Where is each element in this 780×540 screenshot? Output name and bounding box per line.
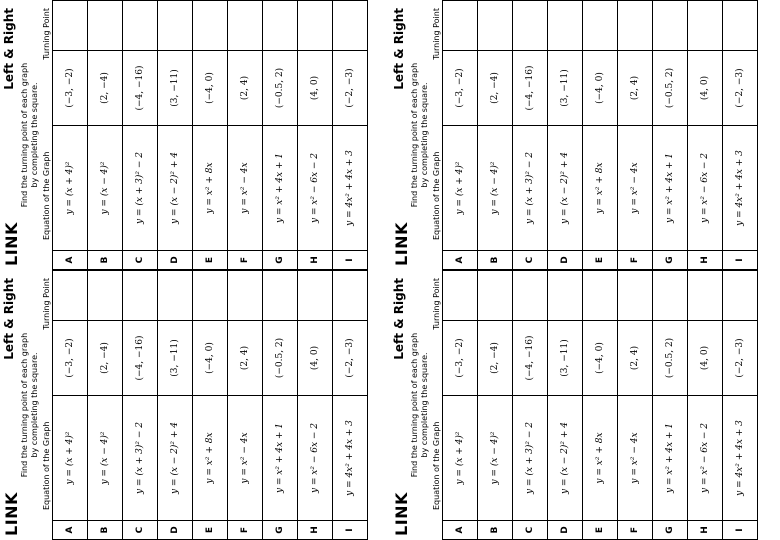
worksheet-card	[0, 270, 390, 540]
link-table	[52, 0, 368, 270]
worksheet-card	[390, 270, 780, 540]
row-turning-point: (−4, −16)	[123, 321, 158, 396]
row-equation: y = (x + 4)²	[443, 126, 478, 251]
table-row	[583, 271, 618, 540]
row-letter: B	[478, 521, 513, 540]
row-turning-point: (3, −11)	[158, 321, 193, 396]
row-letter: I	[333, 251, 368, 270]
row-letter: C	[513, 521, 548, 540]
worksheet-card	[390, 0, 780, 270]
row-turning-point: (2, −4)	[88, 51, 123, 126]
row-equation: y = x² + 8x	[583, 126, 618, 251]
row-turning-point: (−0.5, 2)	[653, 321, 688, 396]
answer-cell[interactable]	[53, 1, 88, 51]
row-letter: G	[653, 521, 688, 540]
link-table	[442, 270, 758, 540]
row-equation: y = (x + 3)² − 2	[513, 126, 548, 251]
row-turning-point: (3, −11)	[548, 51, 583, 126]
answer-cell[interactable]	[723, 1, 758, 51]
brand-title: LINK	[392, 492, 411, 536]
table-row	[53, 271, 88, 540]
row-equation: y = (x + 3)² − 2	[123, 126, 158, 251]
row-equation: y = x² − 6x − 2	[688, 396, 723, 521]
row-letter: G	[263, 521, 298, 540]
row-equation: y = x² − 4x	[228, 126, 263, 251]
row-equation: y = x² − 6x − 2	[688, 126, 723, 251]
table-row	[193, 271, 228, 540]
answer-cell[interactable]	[513, 1, 548, 51]
row-turning-point: (−0.5, 2)	[263, 51, 298, 126]
row-letter: E	[583, 251, 618, 270]
row-equation: y = (x − 2)² + 4	[548, 126, 583, 251]
answer-cell[interactable]	[583, 1, 618, 51]
row-turning-point: (−4, −16)	[123, 51, 158, 126]
row-letter: C	[513, 251, 548, 270]
table-row	[513, 271, 548, 540]
table-row	[193, 1, 228, 270]
table-row	[688, 271, 723, 540]
row-turning-point: (4, 0)	[298, 321, 333, 396]
table-row	[228, 1, 263, 270]
answer-cell[interactable]	[298, 271, 333, 321]
answer-cell[interactable]	[158, 1, 193, 51]
table-row	[228, 271, 263, 540]
row-equation: y = (x + 4)²	[443, 396, 478, 521]
row-equation: y = 4x² + 4x + 3	[723, 126, 758, 251]
row-equation: y = x² + 4x + 1	[263, 396, 298, 521]
row-letter: B	[88, 251, 123, 270]
row-equation: y = x² − 4x	[618, 126, 653, 251]
worksheet-quadrant	[0, 270, 390, 540]
row-equation: y = (x − 4)²	[478, 126, 513, 251]
row-turning-point: (2, 4)	[618, 51, 653, 126]
row-letter: E	[583, 521, 618, 540]
instructions-text: Find the turning point of each graph by completing the square.	[20, 332, 39, 478]
worksheet-quadrant	[0, 0, 390, 270]
table-row	[478, 1, 513, 270]
row-letter: F	[618, 521, 653, 540]
row-turning-point: (2, −4)	[478, 51, 513, 126]
row-letter: E	[193, 251, 228, 270]
table-row	[123, 271, 158, 540]
row-letter: F	[228, 251, 263, 270]
answer-cell[interactable]	[88, 1, 123, 51]
answer-cell[interactable]	[513, 271, 548, 321]
row-equation: y = x² + 4x + 1	[653, 396, 688, 521]
answer-cell[interactable]	[618, 1, 653, 51]
row-turning-point: (−4, −16)	[513, 51, 548, 126]
table-row	[688, 1, 723, 270]
row-letter: A	[443, 251, 478, 270]
answer-cell[interactable]	[263, 271, 298, 321]
equation-column-header: Equation of the Graph	[432, 151, 441, 240]
table-row	[298, 1, 333, 270]
answer-cell[interactable]	[123, 1, 158, 51]
row-turning-point: (4, 0)	[688, 321, 723, 396]
row-equation: y = x² + 8x	[193, 126, 228, 251]
row-letter: C	[123, 521, 158, 540]
row-turning-point: (−4, 0)	[193, 51, 228, 126]
turning-point-column-header: Turning Point	[432, 8, 441, 60]
row-equation: y = (x + 3)² − 2	[513, 396, 548, 521]
table-row	[653, 1, 688, 270]
row-turning-point: (−2, −3)	[723, 51, 758, 126]
table-row	[88, 1, 123, 270]
worksheet-quadrant	[390, 0, 780, 270]
table-row	[158, 1, 193, 270]
row-letter: D	[158, 251, 193, 270]
row-letter: A	[53, 521, 88, 540]
table-row	[618, 1, 653, 270]
row-turning-point: (−2, −3)	[723, 321, 758, 396]
row-equation: y = x² − 6x − 2	[298, 396, 333, 521]
table-row	[263, 1, 298, 270]
row-letter: H	[298, 251, 333, 270]
instructions-text: Find the turning point of each graph by completing the square.	[20, 62, 39, 208]
row-turning-point: (−4, 0)	[193, 321, 228, 396]
row-letter: I	[723, 251, 758, 270]
row-equation: y = x² − 4x	[618, 396, 653, 521]
answer-cell[interactable]	[193, 1, 228, 51]
row-equation: y = (x + 3)² − 2	[123, 396, 158, 521]
answer-cell[interactable]	[478, 1, 513, 51]
row-letter: I	[723, 521, 758, 540]
table-row	[263, 271, 298, 540]
answer-cell[interactable]	[443, 1, 478, 51]
row-turning-point: (−0.5, 2)	[653, 51, 688, 126]
answer-cell[interactable]	[548, 1, 583, 51]
row-turning-point: (−3, −2)	[53, 321, 88, 396]
link-table	[442, 0, 758, 270]
row-equation: y = x² − 4x	[228, 396, 263, 521]
row-equation: y = x² − 6x − 2	[298, 126, 333, 251]
row-letter: G	[653, 251, 688, 270]
row-equation: y = (x − 2)² + 4	[548, 396, 583, 521]
row-letter: A	[443, 521, 478, 540]
table-row	[548, 1, 583, 270]
row-equation: y = (x − 2)² + 4	[158, 126, 193, 251]
worksheet-title	[2, 222, 21, 266]
row-equation: y = x² + 4x + 1	[263, 126, 298, 251]
instructions-text: Find the turning point of each graph by completing the square.	[410, 332, 429, 478]
row-turning-point: (−4, 0)	[583, 321, 618, 396]
table-row	[513, 1, 548, 270]
row-letter: A	[53, 251, 88, 270]
row-turning-point: (2, 4)	[618, 321, 653, 396]
row-letter: D	[548, 521, 583, 540]
table-row	[723, 1, 758, 270]
row-turning-point: (−2, −3)	[333, 51, 368, 126]
answer-cell[interactable]	[53, 271, 88, 321]
table-row	[333, 1, 368, 270]
row-letter: G	[263, 251, 298, 270]
row-equation: y = x² + 8x	[583, 396, 618, 521]
table-row	[123, 1, 158, 270]
row-turning-point: (−3, −2)	[443, 51, 478, 126]
answer-cell[interactable]	[123, 271, 158, 321]
row-turning-point: (−2, −3)	[333, 321, 368, 396]
row-equation: y = (x + 4)²	[53, 126, 88, 251]
row-letter: B	[478, 251, 513, 270]
answer-cell[interactable]	[88, 271, 123, 321]
brand-title: LINK	[392, 222, 411, 266]
row-letter: I	[333, 521, 368, 540]
row-turning-point: (−0.5, 2)	[263, 321, 298, 396]
worksheet-subtitle: Left & Right	[392, 8, 406, 90]
row-turning-point: (−3, −2)	[443, 321, 478, 396]
worksheet-title	[392, 222, 411, 266]
row-letter: F	[228, 521, 263, 540]
equation-column-header: Equation of the Graph	[42, 421, 51, 510]
answer-cell[interactable]	[653, 1, 688, 51]
answer-cell[interactable]	[333, 271, 368, 321]
answer-cell[interactable]	[653, 271, 688, 321]
row-turning-point: (2, 4)	[228, 321, 263, 396]
turning-point-column-header: Turning Point	[432, 278, 441, 330]
turning-point-column-header: Turning Point	[42, 278, 51, 330]
row-equation: y = 4x² + 4x + 3	[333, 126, 368, 251]
answer-cell[interactable]	[443, 271, 478, 321]
link-table	[52, 270, 368, 540]
table-row	[478, 271, 513, 540]
row-turning-point: (3, −11)	[158, 51, 193, 126]
worksheet-card	[0, 0, 390, 270]
row-letter: H	[688, 251, 723, 270]
worksheet-quadrant	[390, 270, 780, 540]
answer-cell[interactable]	[158, 271, 193, 321]
row-equation: y = 4x² + 4x + 3	[333, 396, 368, 521]
row-turning-point: (−3, −2)	[53, 51, 88, 126]
row-turning-point: (−4, −16)	[513, 321, 548, 396]
row-equation: y = (x − 4)²	[88, 396, 123, 521]
row-turning-point: (4, 0)	[298, 51, 333, 126]
row-letter: H	[688, 521, 723, 540]
row-turning-point: (−4, 0)	[583, 51, 618, 126]
row-letter: E	[193, 521, 228, 540]
row-turning-point: (3, −11)	[548, 321, 583, 396]
row-turning-point: (2, −4)	[88, 321, 123, 396]
answer-cell[interactable]	[723, 271, 758, 321]
row-equation: y = (x − 4)²	[478, 396, 513, 521]
brand-title: LINK	[2, 222, 21, 266]
table-row	[583, 1, 618, 270]
answer-cell[interactable]	[618, 271, 653, 321]
table-row	[618, 271, 653, 540]
worksheet-subtitle: Left & Right	[2, 278, 16, 360]
row-letter: D	[158, 521, 193, 540]
answer-cell[interactable]	[583, 271, 618, 321]
worksheet-subtitle: Left & Right	[2, 8, 16, 90]
answer-cell[interactable]	[298, 1, 333, 51]
answer-cell[interactable]	[478, 271, 513, 321]
row-turning-point: (4, 0)	[688, 51, 723, 126]
worksheet-title	[392, 492, 411, 536]
table-row	[298, 271, 333, 540]
worksheet-title	[2, 492, 21, 536]
brand-title: LINK	[2, 492, 21, 536]
table-row	[158, 271, 193, 540]
row-equation: y = (x − 4)²	[88, 126, 123, 251]
worksheet-subtitle: Left & Right	[392, 278, 406, 360]
answer-cell[interactable]	[688, 1, 723, 51]
answer-cell[interactable]	[263, 1, 298, 51]
table-row	[653, 271, 688, 540]
table-row	[548, 271, 583, 540]
row-letter: D	[548, 251, 583, 270]
row-turning-point: (2, −4)	[478, 321, 513, 396]
equation-column-header: Equation of the Graph	[432, 421, 441, 510]
equation-column-header: Equation of the Graph	[42, 151, 51, 240]
row-equation: y = x² + 4x + 1	[653, 126, 688, 251]
answer-cell[interactable]	[193, 271, 228, 321]
turning-point-column-header: Turning Point	[42, 8, 51, 60]
row-letter: C	[123, 251, 158, 270]
row-equation: y = 4x² + 4x + 3	[723, 396, 758, 521]
table-row	[88, 271, 123, 540]
answer-cell[interactable]	[548, 271, 583, 321]
answer-cell[interactable]	[688, 271, 723, 321]
row-letter: B	[88, 521, 123, 540]
row-letter: H	[298, 521, 333, 540]
table-row	[723, 271, 758, 540]
table-row	[443, 1, 478, 270]
table-row	[333, 271, 368, 540]
row-turning-point: (2, 4)	[228, 51, 263, 126]
answer-cell[interactable]	[333, 1, 368, 51]
row-equation: y = (x + 4)²	[53, 396, 88, 521]
answer-cell[interactable]	[228, 271, 263, 321]
table-row	[53, 1, 88, 270]
table-row	[443, 271, 478, 540]
instructions-text: Find the turning point of each graph by completing the square.	[410, 62, 429, 208]
row-equation: y = x² + 8x	[193, 396, 228, 521]
row-equation: y = (x − 2)² + 4	[158, 396, 193, 521]
row-letter: F	[618, 251, 653, 270]
answer-cell[interactable]	[228, 1, 263, 51]
